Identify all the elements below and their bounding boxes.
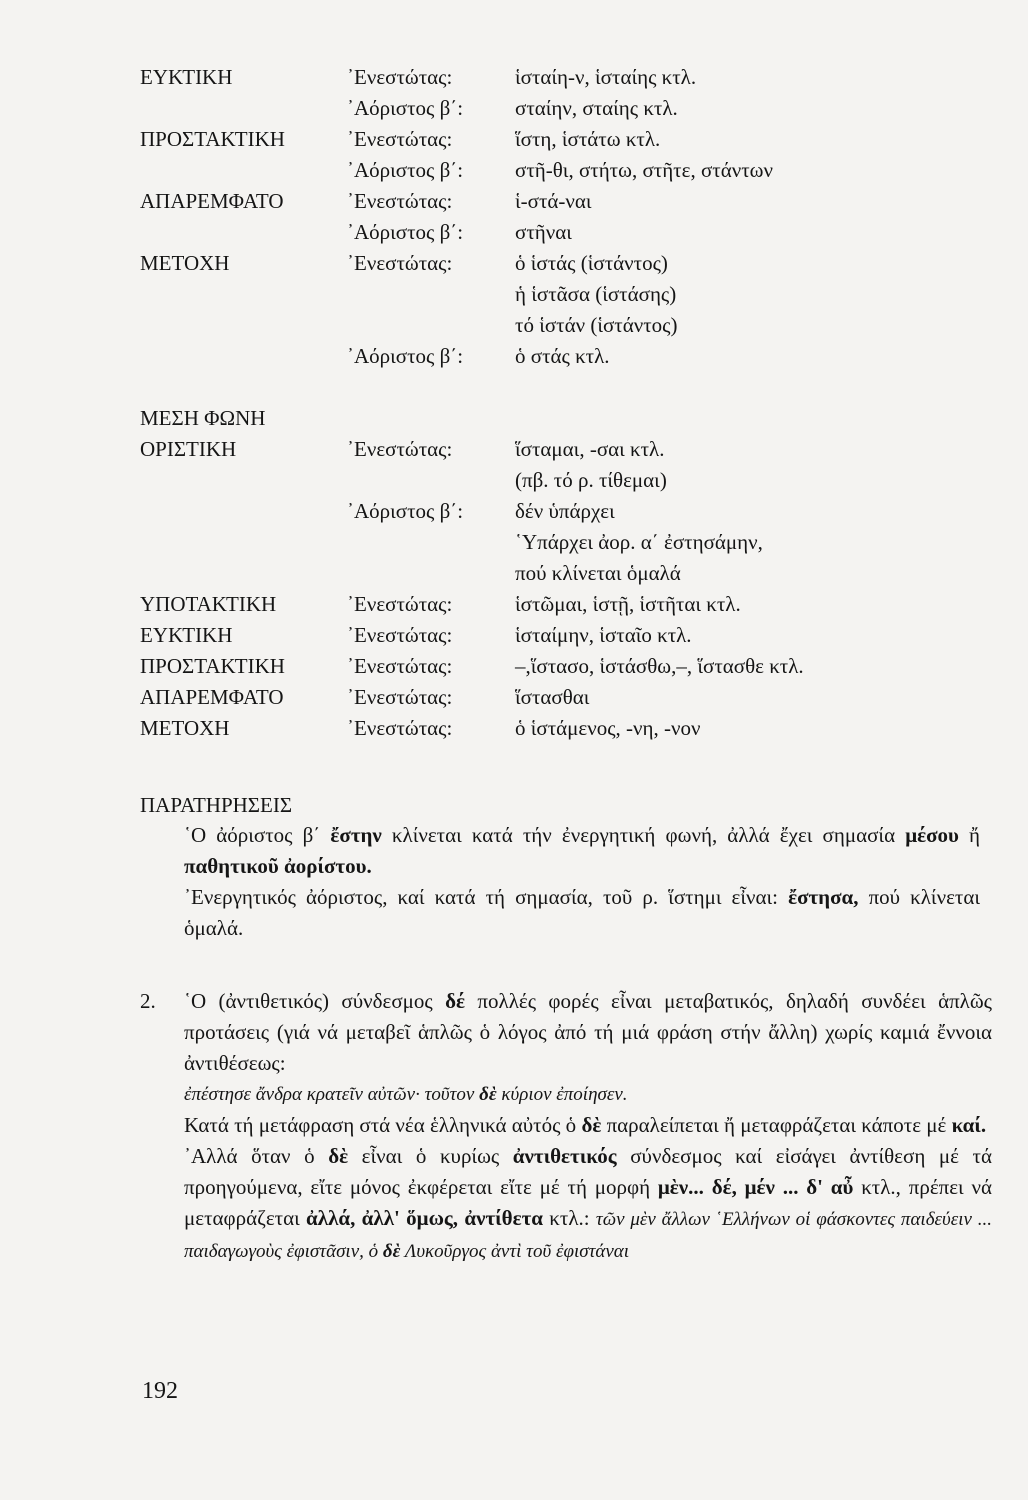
mood-label: ΠΡΟΣΤΑΚΤΙΚΗ	[140, 654, 285, 678]
verb-forms: ὁ στάς κτλ.	[515, 344, 610, 368]
verb-forms: ἱστῶμαι, ἱστῇ, ἱστῆται κτλ.	[515, 592, 741, 616]
tense-label: ᾿Ενεστώτας:	[347, 716, 453, 740]
verb-forms: στῆ-θι, στήτω, στῆτε, στάντων	[515, 158, 773, 182]
numbered-paragraph	[140, 986, 992, 1267]
tense-label: ᾿Ενεστώτας:	[347, 65, 453, 89]
text-run: κτλ.:	[542, 1206, 596, 1230]
tense-label: ᾿Αόριστος β΄:	[347, 344, 464, 368]
mood-label: ΜΕΤΟΧΗ	[140, 251, 230, 275]
verb-forms: ἵσταμαι, -σαι κτλ.	[515, 437, 665, 461]
verb-forms: –,ἵστασο, ἱστάσθω,–, ἵστασθε κτλ.	[515, 654, 804, 678]
text-run: ἤ	[958, 823, 981, 847]
bold-term: δὲ	[479, 1084, 497, 1105]
text-run: ᾿Ενεργητικός ἀόριστος, καί κατά τή σημασία, τοῦ ρ. ἵστημι εἶναι:	[184, 885, 789, 909]
tense-label: ᾿Ενεστώτας:	[347, 685, 453, 709]
bold-term: μέσου	[905, 823, 959, 847]
example-quote: τῶν μὲν ἄλλων ῾Ελλήνων οἱ φάσκοντες παιδεύειν ... παιδαγωγοὺς ἐφιστᾶσιν, ὁ	[184, 1209, 993, 1262]
tense-label: ᾿Ενεστώτας:	[347, 127, 453, 151]
observation-paragraph	[184, 820, 980, 882]
verb-forms: (πβ. τό ρ. τίθεμαι)	[515, 468, 667, 492]
text-run: Κατά τή μετάφραση στά νέα ἑλληνικά αὐτός ὁ	[184, 1113, 582, 1137]
bold-term: δὲ	[382, 1241, 401, 1262]
observation-paragraph	[184, 882, 980, 944]
text-run: πολλές φορές εἶναι μεταβατικός, δηλαδή συνδέει ἁπλῶς προτάσεις (γιά νά μεταβεῖ ἁπλῶς ὁ λόγος ἀπό τή μιά φράση στήν ἄλλη) χωρίς καμιά ἔννοια ἀντιθέσεως:	[184, 989, 992, 1075]
tense-label: ᾿Αόριστος β΄:	[347, 96, 464, 120]
verb-forms: τό ἱστάν (ἱστάντος)	[515, 313, 678, 337]
text-run: σύνδεσμος καί εἰσάγει ἀντίθεση μέ τά προηγούμενα, εἴτε μόνος ἐκφέρεται εἴτε μέ τή μορφή	[184, 1144, 992, 1199]
observations-body	[184, 820, 980, 944]
text-run: κύριον ἐποίησεν.	[496, 1084, 628, 1105]
verb-forms: ἵστασθαι	[515, 685, 590, 709]
mood-label: ΑΠΑΡΕΜΦΑΤΟ	[140, 189, 284, 213]
bold-term: παθητικοῦ ἀορίστου.	[184, 854, 372, 878]
page-number: 192	[142, 1378, 178, 1404]
tense-label: ᾿Αόριστος β΄:	[347, 499, 464, 523]
verb-forms: ῾Υπάρχει ἀορ. α΄ ἐστησάμην,	[515, 530, 763, 554]
verb-forms: δέν ὑπάρχει	[515, 499, 615, 523]
example-quote: Λυκοῦργος ἀντὶ τοῦ ἐφιστάναι	[400, 1241, 630, 1262]
text-run: παραλείπεται ἤ μεταφράζεται κάποτε μέ	[601, 1113, 952, 1137]
bold-term: μὲν... δέ, μέν ... δ' αὖ	[657, 1175, 854, 1199]
paragraph-text	[184, 1110, 992, 1141]
text-run: πού κλίνεται ὁμαλά.	[184, 885, 980, 940]
mood-label: ΟΡΙΣΤΙΚΗ	[140, 437, 237, 461]
verb-forms: ὁ ἱστάμενος, -νη, -νον	[515, 716, 701, 740]
verb-forms: ἱ-στά-ναι	[515, 189, 592, 213]
tense-label: ᾿Ενεστώτας:	[347, 189, 453, 213]
bold-term: καί.	[951, 1113, 987, 1137]
text-run: εἶναι ὁ κυρίως	[348, 1144, 513, 1168]
tense-label: ᾿Ενεστώτας:	[347, 654, 453, 678]
text-run: κλίνεται κατά τήν ἐνεργητική φωνή, ἀλλά ἔχει σημασία	[381, 823, 906, 847]
bold-term: δὲ	[581, 1113, 602, 1137]
verb-forms: πού κλίνεται ὁμαλά	[515, 561, 681, 585]
tense-label: ᾿Ενεστώτας:	[347, 592, 453, 616]
verb-forms: ἵστη, ἱστάτω κτλ.	[515, 127, 661, 151]
tense-label: ᾿Ενεστώτας:	[347, 623, 453, 647]
verb-forms: ὁ ἱστάς (ἱστάντος)	[515, 251, 668, 275]
mood-label: ΜΕΤΟΧΗ	[140, 716, 230, 740]
verb-forms: ἱσταίμην, ἱσταῖο κτλ.	[515, 623, 692, 647]
mood-label: ΕΥΚΤΙΚΗ	[140, 623, 233, 647]
text-run: ἐπέστησε ἄνδρα κρατεῖν αὐτῶν· τοῦτον	[184, 1084, 480, 1105]
verb-forms: σταίην, σταίης κτλ.	[515, 96, 678, 120]
bold-term: ἔστησα,	[788, 885, 859, 909]
mood-label: ΥΠΟΤΑΚΤΙΚΗ	[140, 592, 277, 616]
text-run: ῾Ο ἀόριστος β΄	[184, 823, 331, 847]
bold-term: δὲ	[328, 1144, 349, 1168]
tense-label: ᾿Ενεστώτας:	[347, 251, 453, 275]
section-heading: ΜΕΣΗ ΦΩΝΗ	[140, 406, 266, 430]
mood-label: ΑΠΑΡΕΜΦΑΤΟ	[140, 685, 284, 709]
verb-forms: στῆναι	[515, 220, 572, 244]
tense-label: ᾿Αόριστος β΄:	[347, 220, 464, 244]
observations-heading: ΠΑΡΑΤΗΡΗΣΕΙΣ	[140, 793, 293, 817]
bold-term: ἀλλά, ἀλλ' ὅμως, ἀντίθετα	[306, 1206, 543, 1230]
text-run: ῾Ο (ἀντιθετικός) σύνδεσμος	[184, 989, 446, 1013]
text-run: κτλ., πρέπει νά μεταφράζεται	[184, 1175, 993, 1230]
paragraph-number: 2.	[140, 989, 156, 1013]
paragraph-text	[184, 1141, 992, 1267]
mood-label: ΠΡΟΣΤΑΚΤΙΚΗ	[140, 127, 285, 151]
bold-term: δέ	[445, 989, 466, 1013]
example-quote	[184, 1079, 992, 1110]
paragraph-body	[184, 986, 992, 1267]
verb-forms: ἡ ἱστᾶσα (ἱστάσης)	[515, 282, 677, 306]
bold-term: ἀντιθετικός	[512, 1144, 617, 1168]
text-run: ᾿Αλλά ὅταν ὁ	[184, 1144, 329, 1168]
bold-term: ἔστην	[330, 823, 382, 847]
paragraph-text	[184, 986, 992, 1079]
tense-label: ᾿Αόριστος β΄:	[347, 158, 464, 182]
mood-label: ΕΥΚΤΙΚΗ	[140, 65, 233, 89]
tense-label: ᾿Ενεστώτας:	[347, 437, 453, 461]
verb-forms: ἱσταίη-ν, ἱσταίης κτλ.	[515, 65, 697, 89]
